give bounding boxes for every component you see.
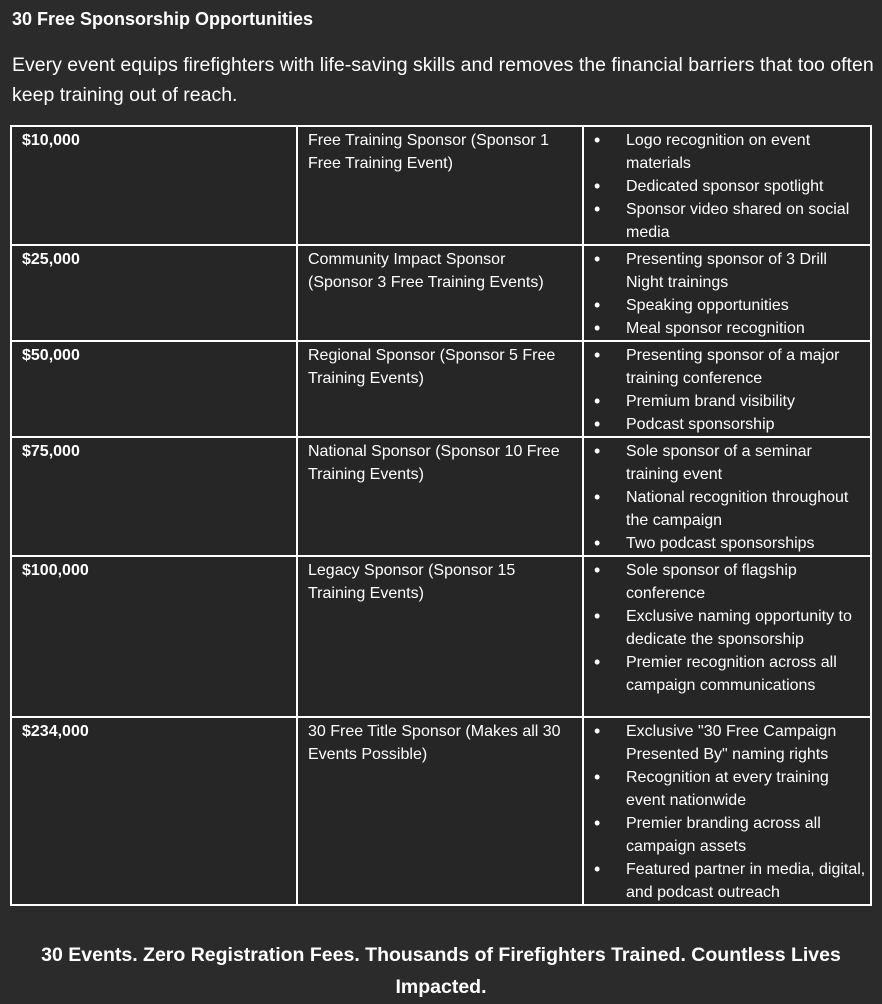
benefit-item: • Dedicated sponsor spotlight: [584, 175, 868, 198]
sponsorship-table: [10, 125, 872, 906]
benefit-list: [584, 559, 868, 697]
table-row: [11, 717, 871, 905]
sponsor-amount: $10,000: [11, 126, 297, 245]
benefit-item: • Presenting sponsor of 3 Drill Night trainings: [584, 248, 868, 294]
sponsor-benefits: [583, 556, 871, 717]
benefit-item: • Exclusive "30 Free Campaign Presented By" naming rights: [584, 720, 868, 766]
benefit-item: • Speaking opportunities: [584, 294, 868, 317]
sponsor-tier-name: Regional Sponsor (Sponsor 5 Free Training Events): [297, 341, 583, 437]
benefit-item: • Sponsor video shared on social media: [584, 198, 868, 244]
benefit-item: • Presenting sponsor of a major training conference: [584, 344, 868, 390]
benefit-item: • Sole sponsor of a seminar training event: [584, 440, 868, 486]
benefit-item: • Two podcast sponsorships: [584, 532, 868, 555]
benefit-item: • Recognition at every training event nationwide: [584, 766, 868, 812]
benefit-item: • Logo recognition on event materials: [584, 129, 868, 175]
table-row: [11, 556, 871, 717]
page-title: 30 Free Sponsorship Opportunities: [12, 9, 314, 29]
intro-paragraph: Every event equips firefighters with life-saving skills and removes the financial barriers that too often keep training out of reach.: [12, 54, 874, 106]
benefit-item: • Meal sponsor recognition: [584, 317, 868, 340]
sponsor-tier-name: National Sponsor (Sponsor 10 Free Training Events): [297, 437, 583, 556]
sponsor-amount: $234,000: [11, 717, 297, 905]
sponsor-tier-name: Legacy Sponsor (Sponsor 15 Training Events): [297, 556, 583, 717]
closing-statement: 30 Events. Zero Registration Fees. Thousands of Firefighters Trained. Countless Lives Impacted.: [41, 944, 841, 998]
benefit-item: • Podcast sponsorship: [584, 413, 868, 436]
sponsor-benefits: [583, 245, 871, 341]
benefit-item: • Premier recognition across all campaign communications: [584, 651, 868, 697]
benefit-item: • Exclusive naming opportunity to dedicate the sponsorship: [584, 605, 868, 651]
benefit-item: • Premier branding across all campaign assets: [584, 812, 868, 858]
sponsor-amount: $50,000: [11, 341, 297, 437]
benefit-item: • National recognition throughout the campaign: [584, 486, 868, 532]
sponsor-benefits: [583, 437, 871, 556]
sponsor-benefits: [583, 126, 871, 245]
benefit-item: • Premium brand visibility: [584, 390, 868, 413]
benefit-item: • Sole sponsor of flagship conference: [584, 559, 868, 605]
benefit-list: [584, 720, 868, 904]
benefit-list: [584, 440, 868, 555]
sponsor-benefits: [583, 341, 871, 437]
sponsor-benefits: [583, 717, 871, 905]
benefit-list: [584, 129, 868, 244]
benefit-list: [584, 248, 868, 340]
sponsor-amount: $100,000: [11, 556, 297, 717]
sponsor-tier-name: Free Training Sponsor (Sponsor 1 Free Training Event): [297, 126, 583, 245]
benefit-list: [584, 344, 868, 436]
benefit-item: • Featured partner in media, digital, and podcast outreach: [584, 858, 868, 904]
table-row: [11, 437, 871, 556]
sponsor-amount: $75,000: [11, 437, 297, 556]
sponsor-tier-name: 30 Free Title Sponsor (Makes all 30 Events Possible): [297, 717, 583, 905]
table-row: [11, 245, 871, 341]
sponsor-amount: $25,000: [11, 245, 297, 341]
sponsor-tier-name: Community Impact Sponsor (Sponsor 3 Free Training Events): [297, 245, 583, 341]
table-row: [11, 341, 871, 437]
table-row: [11, 126, 871, 245]
